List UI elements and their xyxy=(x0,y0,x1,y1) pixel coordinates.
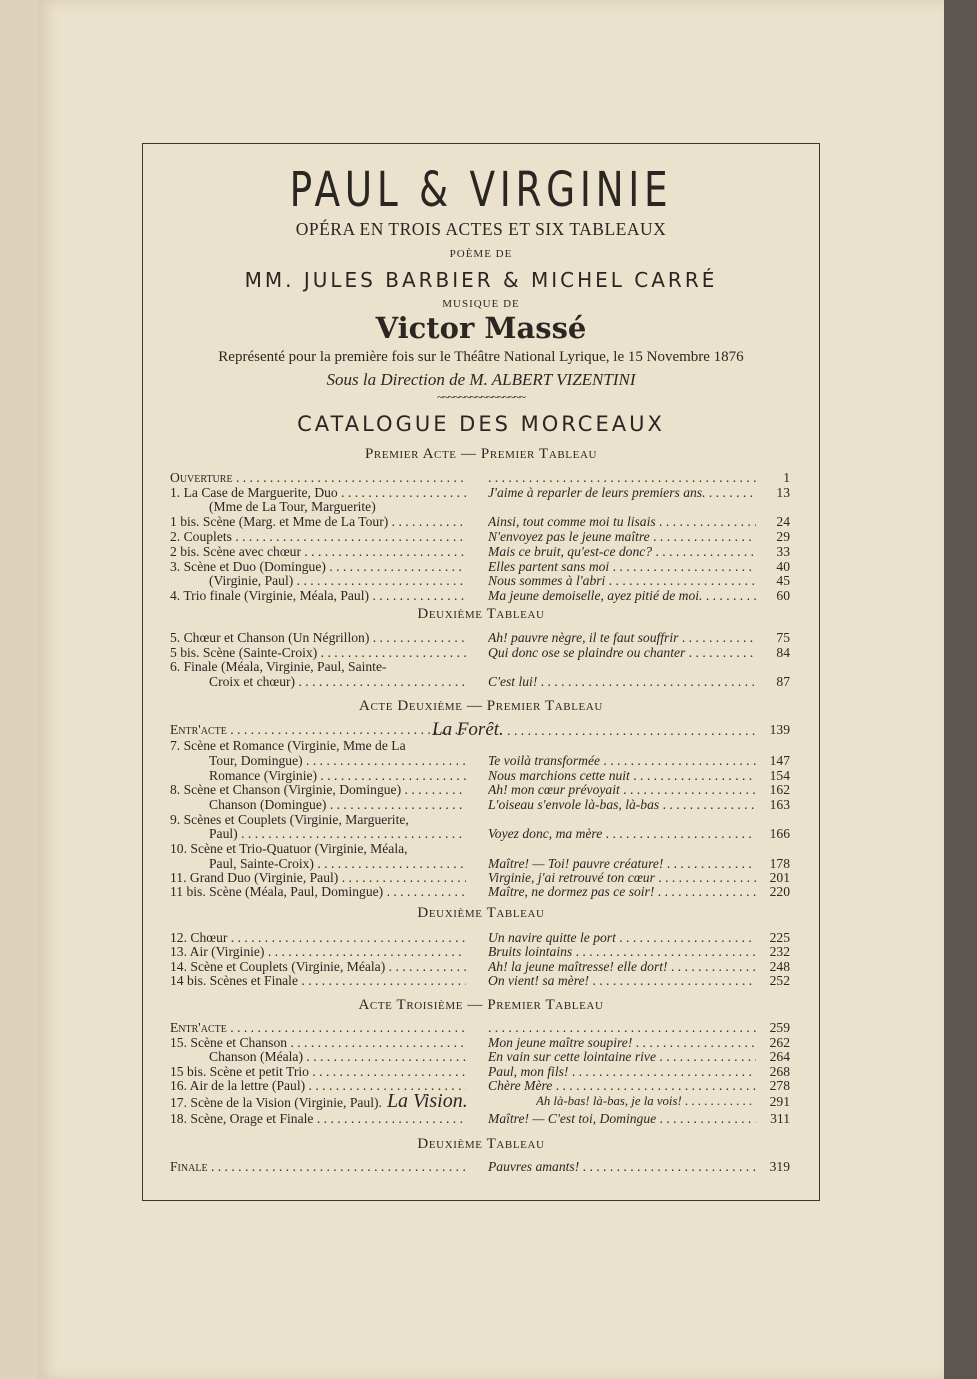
catalogue-entry xyxy=(170,1020,790,1035)
entry-incipit-text: Ainsi, tout comme moi tu lisais xyxy=(488,514,656,529)
entry-title-text: Ouverture xyxy=(170,470,233,485)
opera-title: PAUL & VIRGINIE xyxy=(289,162,673,218)
entry-page-number: 162 xyxy=(769,782,790,797)
entry-incipit-text: Virginie, j'ai retrouvé ton cœur xyxy=(488,870,655,885)
catalogue-entry xyxy=(170,812,790,827)
entry-title xyxy=(170,514,466,529)
entry-title-text: Paul) xyxy=(209,826,238,841)
entry-incipit xyxy=(488,782,756,797)
entry-incipit-text: Elles partent sans moi xyxy=(488,559,610,574)
entry-incipit-text: En vain sur cette lointaine rive xyxy=(488,1049,656,1064)
entry-incipit xyxy=(488,768,756,783)
entry-incipit-text: Ah là-bas! là-bas, je la vois! xyxy=(536,1094,682,1108)
entry-title xyxy=(170,1035,466,1050)
entry-incipit xyxy=(488,470,756,485)
catalogue-entry xyxy=(170,485,790,500)
entry-incipit xyxy=(488,630,756,645)
entry-title xyxy=(170,1020,466,1035)
entry-incipit-text: Pauvres amants! xyxy=(488,1159,580,1174)
entry-title-text: 3. Scène et Duo (Domingue) xyxy=(170,559,326,574)
entry-page-number: 232 xyxy=(769,944,790,959)
entry-incipit xyxy=(488,797,756,812)
entry-page-number: 33 xyxy=(776,544,790,559)
entry-incipit xyxy=(488,973,756,988)
poeme-label: POÈME DE xyxy=(449,248,513,260)
catalogue-entry xyxy=(170,841,790,856)
catalogue-entry xyxy=(170,499,790,514)
entry-incipit xyxy=(488,944,756,959)
entry-title-text: 5 bis. Scène (Sainte-Croix) xyxy=(170,645,318,660)
premiere-line: Représenté pour la première fois sur le Théâtre National Lyrique, le 15 Novembre 1876 xyxy=(218,349,744,365)
entry-incipit xyxy=(488,1020,756,1035)
entry-title-text: 9. Scènes et Couplets (Virginie, Marguerite, xyxy=(170,812,409,827)
entry-title-text: 15. Scène et Chanson xyxy=(170,1035,288,1050)
opera-subtitle: OPÉRA EN TROIS ACTES ET SIX TABLEAUX xyxy=(295,219,667,239)
entry-page-number: 291 xyxy=(769,1094,790,1109)
entry-incipit xyxy=(488,959,756,974)
entry-title xyxy=(170,573,466,588)
entry-page-number: 220 xyxy=(769,884,790,899)
catalogue-entry xyxy=(170,826,790,841)
entry-incipit-text: Ah! la jeune maîtresse! elle dort! xyxy=(488,959,668,974)
act2-tableau1-heading: Acte Deuxième — Premier Tableau xyxy=(359,698,603,714)
entry-incipit xyxy=(488,856,756,871)
catalogue-entry xyxy=(170,1035,790,1050)
entry-title xyxy=(170,499,466,514)
entry-incipit xyxy=(488,870,756,885)
entry-incipit xyxy=(488,930,756,945)
entry-title xyxy=(170,973,466,988)
catalogue-entry xyxy=(170,753,790,768)
catalogue-entry xyxy=(170,544,790,559)
entry-title-text: (Virginie, Paul) xyxy=(209,573,294,588)
entry-title xyxy=(170,722,466,737)
entry-title xyxy=(170,930,466,945)
entry-incipit xyxy=(432,722,756,738)
entry-page-number: 278 xyxy=(769,1078,790,1093)
entry-title xyxy=(170,485,466,500)
catalogue-entry xyxy=(170,856,790,871)
entry-title-text: Entr'acte xyxy=(170,1020,227,1035)
entry-title xyxy=(170,944,466,959)
entry-incipit-text: N'envoyez pas le jeune maître xyxy=(488,529,650,544)
entry-title xyxy=(170,674,466,689)
entry-title-text: Croix et chœur) xyxy=(209,674,296,689)
act2-tableau2-heading: Deuxième Tableau xyxy=(417,905,545,921)
entry-incipit-text: Mon jeune maître soupire! xyxy=(488,1035,633,1050)
left-page-edge xyxy=(0,0,38,1379)
entry-incipit-text: J'aime à reparler de leurs premiers ans. xyxy=(488,485,706,500)
entry-incipit xyxy=(488,544,756,559)
entry-incipit xyxy=(488,1078,756,1093)
entry-page-number: 166 xyxy=(769,826,790,841)
entry-title xyxy=(170,782,466,797)
entry-title xyxy=(170,630,466,645)
entry-title-text: 5. Chœur et Chanson (Un Négrillon) xyxy=(170,630,370,645)
entry-incipit-text: Mais ce bruit, qu'est-ce donc? xyxy=(488,544,653,559)
entry-page-number: 262 xyxy=(769,1035,790,1050)
catalogue-entry xyxy=(170,944,790,959)
entry-incipit-text: Ma jeune demoiselle, ayez pitié de moi. xyxy=(488,588,703,603)
catalogue-entry xyxy=(170,1049,790,1064)
catalogue-entry xyxy=(170,1078,790,1093)
entry-title-text: Chanson (Domingue) xyxy=(209,797,327,812)
entry-title xyxy=(170,884,466,899)
entry-title-text: 4. Trio finale (Virginie, Méala, Paul) xyxy=(170,588,370,603)
entry-incipit-text: Un navire quitte le port xyxy=(488,930,616,945)
entry-page-number: 40 xyxy=(776,559,790,574)
entry-title-text: Entr'acte xyxy=(170,722,227,737)
entry-title-text: 14 bis. Scènes et Finale xyxy=(170,973,298,988)
catalogue-entry xyxy=(170,588,790,603)
entry-big-label: La Vision. xyxy=(381,1094,468,1110)
entry-title-text: 10. Scène et Trio-Quatuor (Virginie, Méala, xyxy=(170,841,408,856)
entry-title-text: 1 bis. Scène (Marg. et Mme de La Tour) xyxy=(170,514,389,529)
catalogue-entry xyxy=(170,738,790,753)
entry-incipit-text: Voyez donc, ma mère xyxy=(488,826,603,841)
entry-page-number: 311 xyxy=(770,1111,790,1126)
entry-title xyxy=(170,544,466,559)
entry-title-text: Tour, Domingue) xyxy=(209,753,303,768)
entry-title xyxy=(170,856,466,871)
entry-title xyxy=(170,797,466,812)
entry-title xyxy=(170,1094,488,1110)
catalogue-entry xyxy=(170,470,790,485)
entry-incipit xyxy=(536,1094,756,1109)
catalogue-entry xyxy=(170,722,790,737)
catalogue-title: CATALOGUE DES MORCEAUX xyxy=(297,412,665,436)
entry-page-number: 147 xyxy=(769,753,790,768)
entry-title xyxy=(170,659,466,674)
entry-incipit-text: Nous marchions cette nuit xyxy=(488,768,630,783)
catalogue-entry xyxy=(170,973,790,988)
entry-page-number: 201 xyxy=(769,870,790,885)
entry-incipit-text: Chère Mère xyxy=(488,1078,553,1093)
entry-page-number: 75 xyxy=(776,630,790,645)
catalogue-entry xyxy=(170,930,790,945)
entry-page-number: 259 xyxy=(769,1020,790,1035)
entry-title-text: 11 bis. Scène (Méala, Paul, Domingue) xyxy=(170,884,384,899)
entry-incipit-text: On vient! sa mère! xyxy=(488,973,590,988)
entry-incipit xyxy=(488,1111,756,1126)
entry-incipit xyxy=(488,559,756,574)
entry-page-number: 248 xyxy=(769,959,790,974)
entry-page-number: 178 xyxy=(769,856,790,871)
entry-incipit xyxy=(488,645,756,660)
entry-incipit xyxy=(488,1159,756,1174)
catalogue-entry xyxy=(170,645,790,660)
catalogue-entry xyxy=(170,884,790,899)
entry-incipit xyxy=(488,1064,756,1079)
entry-incipit-text: Ah! mon cœur prévoyait xyxy=(488,782,620,797)
entry-title-text: 11. Grand Duo (Virginie, Paul) xyxy=(170,870,339,885)
entry-title-text: 14. Scène et Couplets (Virginie, Méala) xyxy=(170,959,386,974)
entry-title-text: 18. Scène, Orage et Finale xyxy=(170,1111,314,1126)
catalogue-entry xyxy=(170,959,790,974)
entry-title xyxy=(170,959,466,974)
catalogue-entry xyxy=(170,630,790,645)
entry-title xyxy=(170,559,466,574)
catalogue-entry xyxy=(170,870,790,885)
entry-title xyxy=(170,753,466,768)
entry-page-number: 139 xyxy=(769,722,790,737)
entry-title-text: 1. La Case de Marguerite, Duo xyxy=(170,485,338,500)
catalogue-entry xyxy=(170,1094,790,1109)
entry-title xyxy=(170,1159,466,1174)
entry-page-number: 264 xyxy=(769,1049,790,1064)
entry-incipit-text: Ah! pauvre nègre, il te faut souffrir xyxy=(488,630,679,645)
entry-incipit xyxy=(488,826,756,841)
entry-title-text: 17. Scène de la Vision (Virginie, Paul). xyxy=(170,1095,382,1110)
entry-title xyxy=(170,645,466,660)
catalogue-entry xyxy=(170,797,790,812)
entry-incipit-text: Maître! — C'est toi, Domingue xyxy=(488,1111,657,1126)
entry-page-number: 87 xyxy=(776,674,790,689)
entry-incipit-text: Nous sommes à l'abri xyxy=(488,573,606,588)
entry-title-text: Finale xyxy=(170,1159,208,1174)
entry-title-text: Chanson (Méala) xyxy=(209,1049,303,1064)
entry-title-text: 13. Air (Virginie) xyxy=(170,944,265,959)
catalogue-entry xyxy=(170,1159,790,1174)
entry-incipit xyxy=(488,529,756,544)
entry-title xyxy=(170,1078,466,1093)
catalogue-entry xyxy=(170,782,790,797)
entry-incipit xyxy=(488,573,756,588)
catalogue-entry xyxy=(170,674,790,689)
entry-title-text: 7. Scène et Romance (Virginie, Mme de La xyxy=(170,738,406,753)
entry-title-text: Paul, Sainte-Croix) xyxy=(209,856,314,871)
entry-incipit xyxy=(488,588,756,603)
entry-incipit-text: Maître, ne dormez pas ce soir! xyxy=(488,884,655,899)
entry-title xyxy=(170,841,466,856)
catalogue-entry xyxy=(170,559,790,574)
entry-title xyxy=(170,768,466,783)
direction-line: Sous la Direction de M. ALBERT VIZENTINI xyxy=(326,370,636,389)
act3-tableau2-heading: Deuxième Tableau xyxy=(417,1136,545,1152)
catalogue-entry xyxy=(170,659,790,674)
entry-title xyxy=(170,738,466,753)
catalogue-entry xyxy=(170,1064,790,1079)
entry-incipit-text: Bruits lointains xyxy=(488,944,573,959)
entry-title-text: 16. Air de la lettre (Paul) xyxy=(170,1078,306,1093)
ornament-divider: ~~~~~~~~~~~~~~~~ xyxy=(437,390,525,404)
entry-title-text: 15 bis. Scène et petit Trio xyxy=(170,1064,309,1079)
composer-name: Victor Massé xyxy=(375,311,587,345)
entry-incipit-text: C'est lui! xyxy=(488,674,538,689)
catalogue-entry xyxy=(170,1111,790,1126)
entry-page-number: 24 xyxy=(776,514,790,529)
entry-incipit-text: Maître! — Toi! pauvre créature! xyxy=(488,856,664,871)
entry-page-number: 29 xyxy=(776,529,790,544)
entry-incipit xyxy=(488,1035,756,1050)
act1-tableau2-heading: Deuxième Tableau xyxy=(417,606,545,622)
entry-title-text: 6. Finale (Méala, Virginie, Paul, Sainte- xyxy=(170,659,387,674)
catalogue-entry xyxy=(170,514,790,529)
entry-title xyxy=(170,826,466,841)
entry-title xyxy=(170,588,466,603)
entry-incipit xyxy=(488,1049,756,1064)
entry-incipit xyxy=(488,753,756,768)
entry-title-text: (Mme de La Tour, Marguerite) xyxy=(209,499,376,514)
entry-page-number: 1 xyxy=(783,470,790,485)
entry-title xyxy=(170,812,466,827)
entry-page-number: 319 xyxy=(769,1159,790,1174)
entry-page-number: 60 xyxy=(776,588,790,603)
act1-tableau1-heading: Premier Acte — Premier Tableau xyxy=(364,446,598,462)
entry-incipit-text: Qui donc ose se plaindre ou chanter xyxy=(488,645,686,660)
entry-page-number: 225 xyxy=(769,930,790,945)
entry-incipit-text: L'oiseau s'envole là-bas, là-bas xyxy=(488,797,660,812)
librettists: MM. JULES BARBIER & MICHEL CARRÉ xyxy=(244,268,718,292)
entry-title xyxy=(170,1111,466,1126)
entry-title xyxy=(170,1064,466,1079)
entry-title xyxy=(170,870,466,885)
entry-page-number: 154 xyxy=(769,768,790,783)
entry-page-number: 13 xyxy=(776,485,790,500)
entry-title-text: 2 bis. Scène avec chœur xyxy=(170,544,301,559)
entry-title xyxy=(170,1049,466,1064)
entry-page-number: 84 xyxy=(776,645,790,660)
entry-page-number: 45 xyxy=(776,573,790,588)
entry-incipit xyxy=(488,884,756,899)
entry-incipit xyxy=(488,485,756,500)
entry-incipit xyxy=(488,514,756,529)
catalogue-entry xyxy=(170,573,790,588)
entry-title-text: 2. Couplets xyxy=(170,529,232,544)
entry-title-text: 12. Chœur xyxy=(170,930,228,945)
entry-incipit-text: Te voilà transformée xyxy=(488,753,601,768)
entry-page-number: 252 xyxy=(769,973,790,988)
catalogue-entry xyxy=(170,768,790,783)
entry-title xyxy=(170,470,466,485)
musique-label: MUSIQUE DE xyxy=(442,298,520,310)
entry-page-number: 268 xyxy=(769,1064,790,1079)
act3-tableau1-heading: Acte Troisième — Premier Tableau xyxy=(358,997,604,1013)
entry-title xyxy=(170,529,466,544)
entry-incipit-text: La Forêt. xyxy=(432,722,504,738)
entry-page-number: 163 xyxy=(769,797,790,812)
catalogue-entry xyxy=(170,529,790,544)
entry-incipit xyxy=(488,674,756,689)
entry-title-text: Romance (Virginie) xyxy=(209,768,318,783)
entry-title-text: 8. Scène et Chanson (Virginie, Domingue) xyxy=(170,782,402,797)
entry-incipit-text: Paul, mon fils! xyxy=(488,1064,569,1079)
